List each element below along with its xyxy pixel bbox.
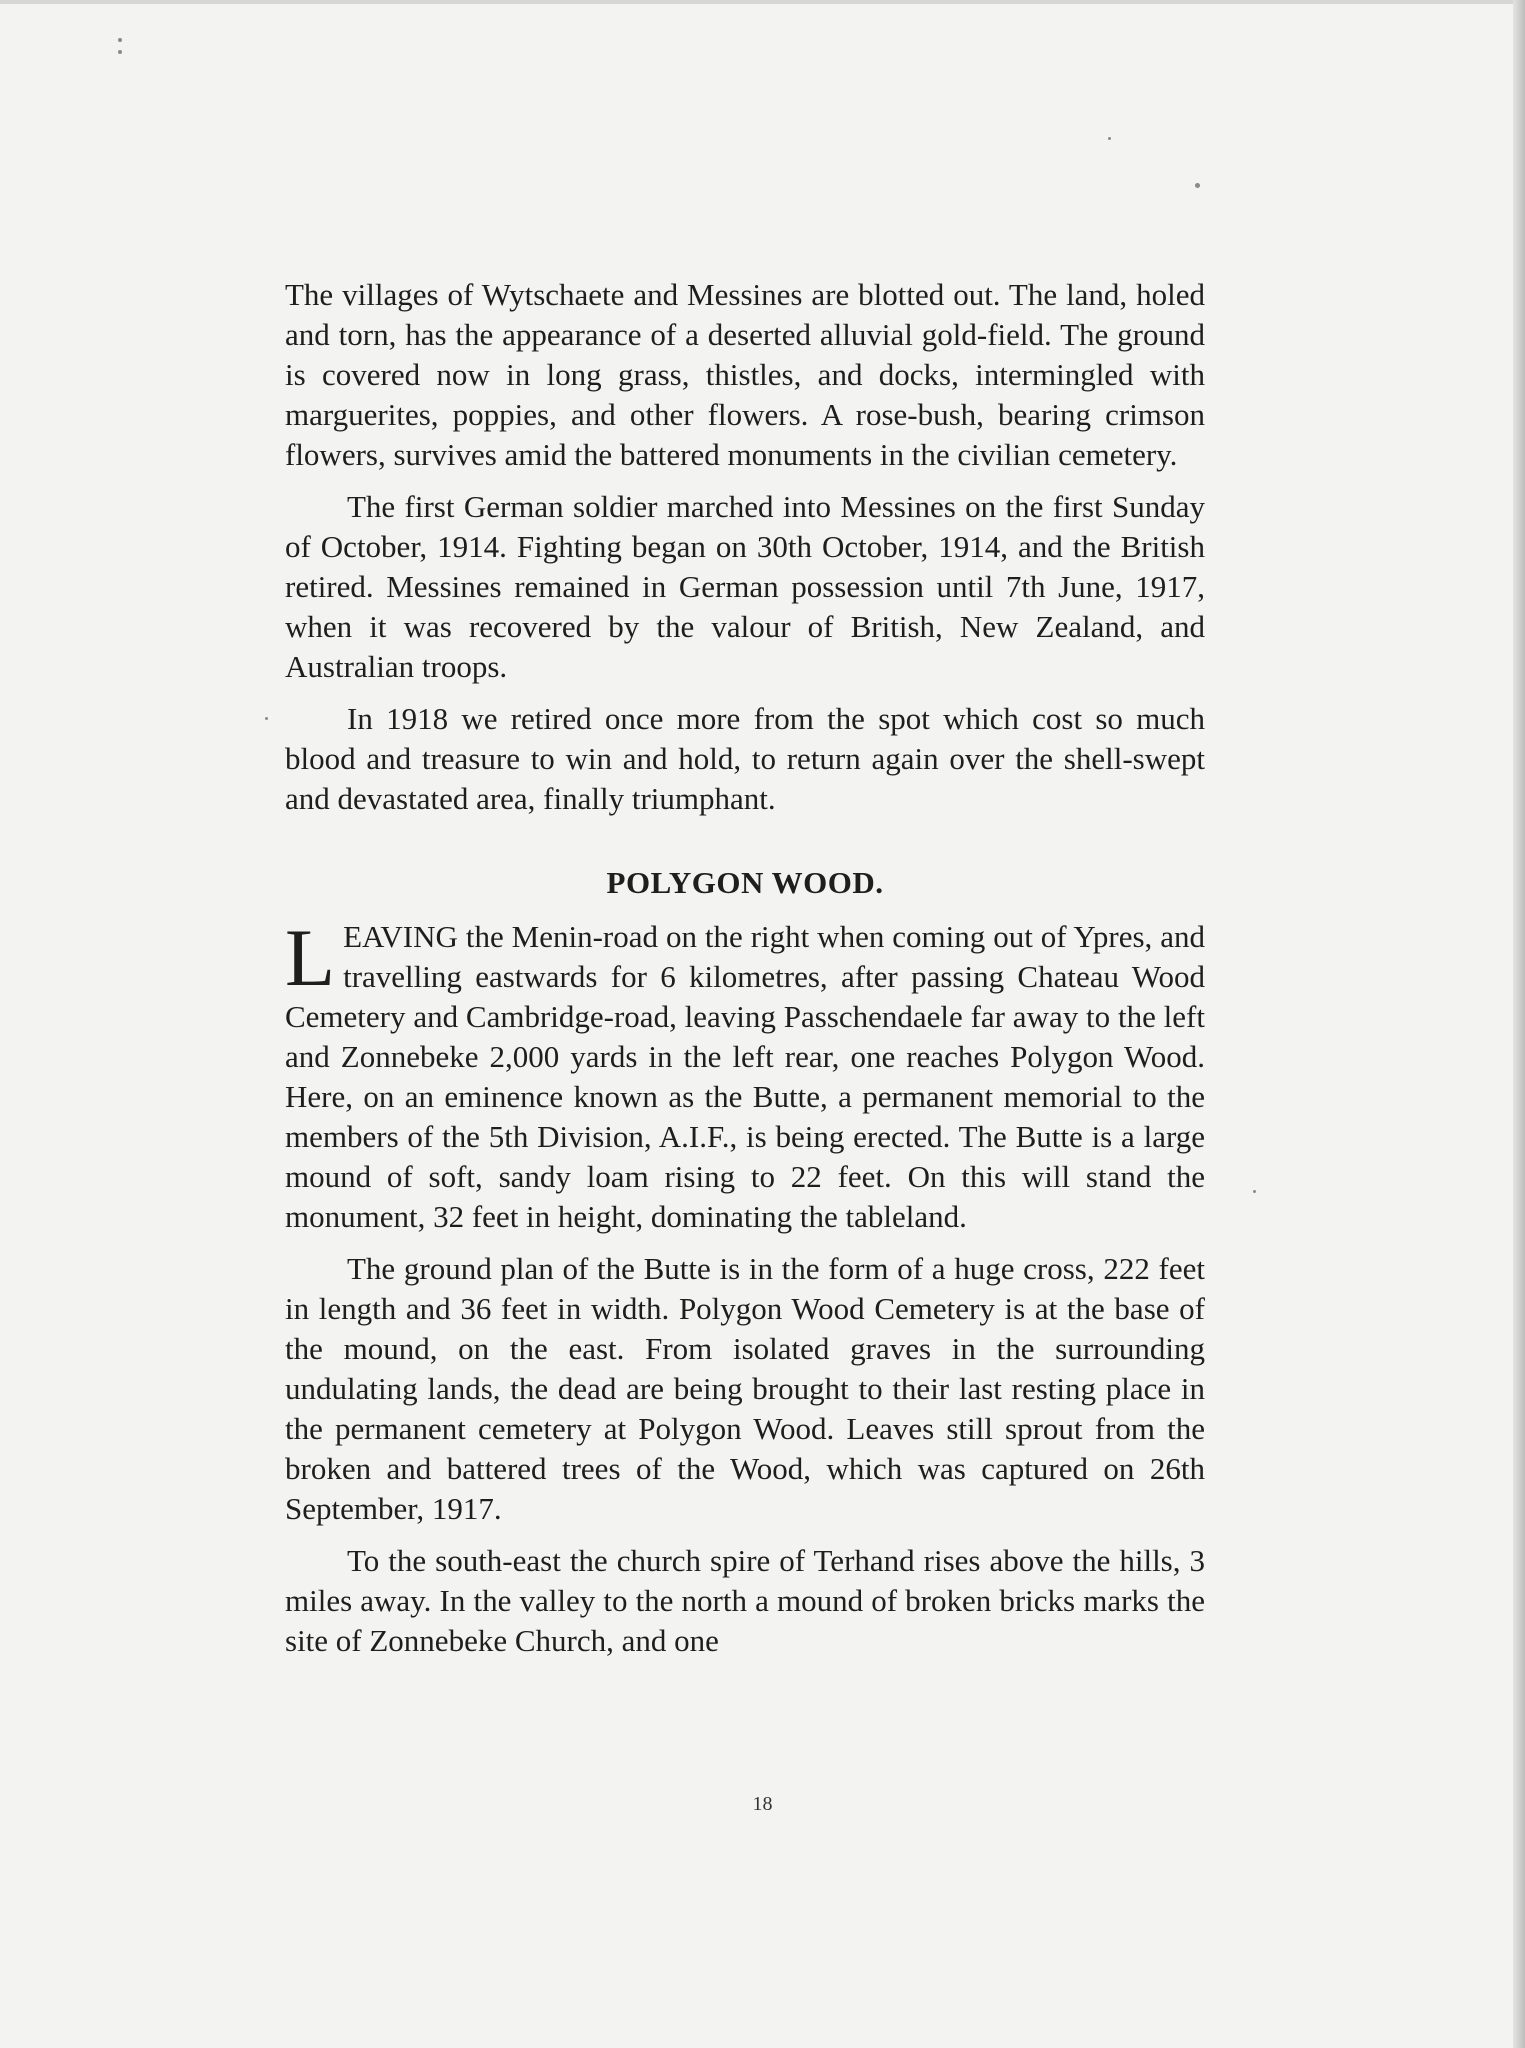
page-right-edge xyxy=(1513,0,1525,2048)
body-text xyxy=(285,275,1205,1661)
drop-cap: L xyxy=(285,912,336,1003)
section-heading: POLYGON WOOD. xyxy=(606,865,884,900)
page-number: 18 xyxy=(752,1793,773,1815)
paragraph-messines-history: The first German soldier marched into Messines on the first Sunday of October, 1914. Fighting began on 30th October, 1914, and the British retired. Messines remained in German possession until 7th June, 1917, when it was recovered by the valour of British, New Zealand, and Australian troops. xyxy=(285,489,1205,684)
paragraph-polygon-wood-intro-text: EAVING the Menin-road on the right when coming out of Ypres, and travelling eastwards for 6 kilometres, after passing Chateau Wood Cemetery and Cambridge-road, leaving Passchendaele far away to the left and Zonnebeke 2,000 yards in the left rear, one reaches Polygon Wood. Here, on an eminence known as the Butte, a permanent memorial to the members of the 5th Division, A.I.F., is being erected. The Butte is a large mound of soft, sandy loam rising to 22 feet. On this will stand the monument, 32 feet in height, dominating the tableland. xyxy=(285,919,1205,1234)
paragraph-villages: The villages of Wytschaete and Messines are blotted out. The land, holed and torn, has the appearance of a deserted alluvial gold-field. The ground is covered now in long grass, thistles, and docks, intermingled with marguerites, poppies, and other flowers. A rose-bush, bearing crimson flowers, survives amid the battered monuments in the civilian cemetery. xyxy=(285,277,1205,472)
paragraph-terhand-zonnebeke: To the south-east the church spire of Terhand rises above the hills, 3 miles away. In the valley to the north a mound of broken bricks marks the site of Zonnebeke Church, and one xyxy=(285,1543,1205,1658)
paragraph-polygon-wood-intro xyxy=(285,912,1205,1237)
paragraph-butte-ground-plan: The ground plan of the Butte is in the form of a huge cross, 222 feet in length and 36 feet in width. Polygon Wood Cemetery is at the base of the mound, on the east. From isolated graves in the surrounding undulating lands, the dead are being brought to their last resting place in the permanent cemetery at Polygon Wood. Leaves still sprout from the broken and battered trees of the Wood, which was captured on 26th September, 1917. xyxy=(285,1251,1205,1526)
paragraph-1918-retreat: In 1918 we retired once more from the spot which cost so much blood and treasure to win and hold, to return again over the shell-swept and devastated area, finally triumphant. xyxy=(285,701,1205,816)
page-top-edge xyxy=(0,0,1525,4)
